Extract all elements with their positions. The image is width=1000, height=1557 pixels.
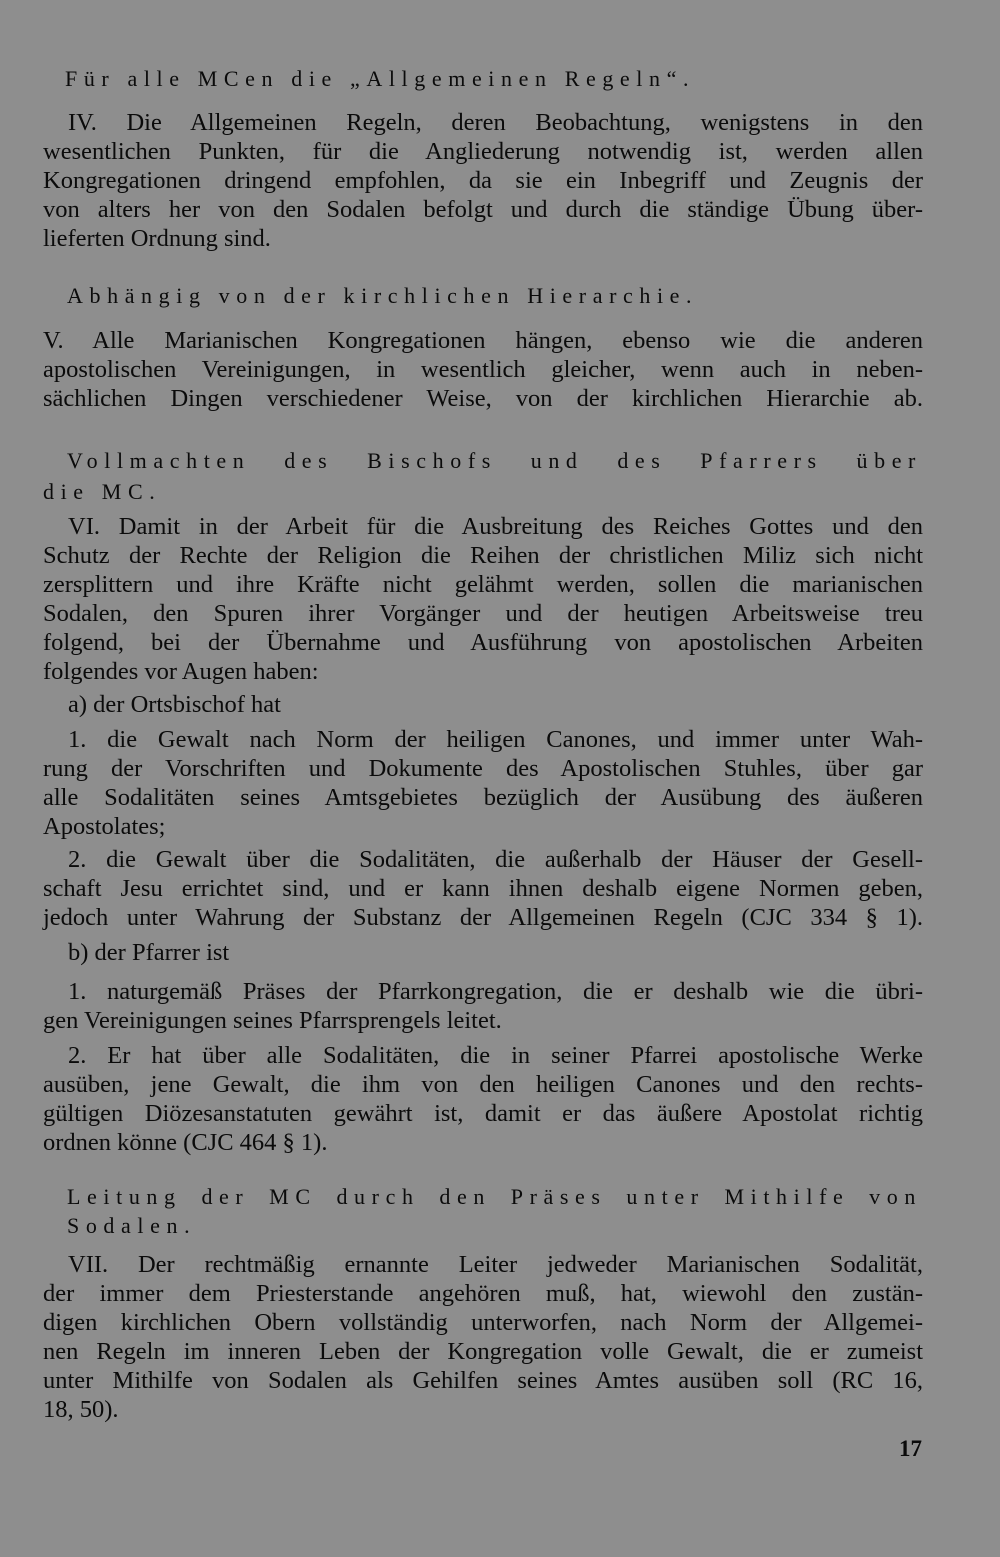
list-item-b1 (43, 977, 923, 1035)
heading-line: Leitung der MC durch den Präses unter Mithilfe von (67, 1184, 922, 1209)
section-heading (67, 1211, 367, 1240)
text-line: b) der Pfarrer ist (68, 939, 230, 966)
text-line: rung der Vorschriften und Dokumente des Apostolischen Stuhles, über gar (43, 755, 923, 782)
text-line: ordnen könne (CJC 464 § 1). (43, 1129, 328, 1156)
text-line: 1. die Gewalt nach Norm der heiligen Canones, und immer unter Wah- (68, 726, 923, 753)
text-line: lieferten Ordnung sind. (43, 225, 271, 252)
text-line: sächlichen Dingen verschiedener Weise, von der kirchlichen Hierarchie ab. (43, 385, 923, 412)
text-line: Schutz der Rechte der Religion die Reihen der christlichen Miliz sich nicht (43, 542, 923, 569)
text-line: Kongregationen dringend empfohlen, da sie ein Inbegriff und Zeugnis der (43, 167, 923, 194)
text-line: 18, 50). (43, 1396, 119, 1423)
list-item-b (43, 938, 923, 967)
page-number: 17 (899, 1436, 922, 1461)
text-line: nen Regeln im inneren Leben der Kongregation volle Gewalt, die er zumeist (43, 1338, 923, 1365)
list-item-b2 (43, 1041, 923, 1157)
text-line: VII. Der rechtmäßig ernannte Leiter jedweder Marianischen Sodalität, (68, 1251, 923, 1278)
section-heading (67, 446, 922, 475)
text-line: digen kirchlichen Obern vollständig unterworfen, nach Norm der Allgemei- (43, 1309, 923, 1336)
list-item-a2 (43, 845, 923, 932)
paragraph-iv (43, 108, 923, 253)
text-line: zersplittern und ihre Kräfte nicht gelähmt werden, sollen die marianischen (43, 571, 923, 598)
text-line: folgend, bei der Übernahme und Ausführung von apostolischen Arbeiten (43, 629, 923, 656)
text-line: von alters her von den Sodalen befolgt und durch die ständige Übung über- (43, 196, 923, 223)
text-line: IV. Die Allgemeinen Regeln, deren Beobachtung, wenigstens in den (68, 109, 923, 136)
heading-line: die MC. (43, 479, 162, 504)
text-line: der immer dem Priesterstande angehören muß, hat, wiewohl den zustän- (43, 1280, 923, 1307)
text-line: a) der Ortsbischof hat (68, 691, 281, 718)
paragraph-vi (43, 512, 923, 686)
text-line: jedoch unter Wahrung der Substanz der Allgemeinen Regeln (CJC 334 § 1). (43, 904, 923, 931)
section-heading (43, 477, 343, 506)
text-line: gen Vereinigungen seines Pfarrsprengels leitet. (43, 1007, 502, 1034)
text-line: Sodalen, den Spuren ihrer Vorgänger und der heutigen Arbeitsweise treu (43, 600, 923, 627)
heading-line: Vollmachten des Bischofs und des Pfarrers über (67, 448, 922, 473)
text-line: ausüben, jene Gewalt, die ihm von den heiligen Canones und den rechts- (43, 1071, 923, 1098)
paragraph-vii (43, 1250, 923, 1424)
list-item-a (43, 690, 923, 719)
text-line: gültigen Diözesanstatuten gewährt ist, damit er das äußere Apostolat richtig (43, 1100, 923, 1127)
text-line: apostolischen Vereinigungen, in wesentlich gleicher, wenn auch in neben- (43, 356, 923, 383)
section-heading (65, 64, 765, 93)
paragraph-v (43, 326, 923, 413)
list-item-a1 (43, 725, 923, 841)
text-line: V. Alle Marianischen Kongregationen hängen, ebenso wie die anderen (43, 327, 923, 354)
text-line: VI. Damit in der Arbeit für die Ausbreitung des Reiches Gottes und den (68, 513, 923, 540)
text-line: 2. die Gewalt über die Sodalitäten, die außerhalb der Häuser der Gesell- (68, 846, 923, 873)
text-line: Apostolates; (43, 813, 166, 840)
text-line: 1. naturgemäß Präses der Pfarrkongregation, die er deshalb wie die übri- (68, 978, 923, 1005)
text-line: folgendes vor Augen haben: (43, 658, 319, 685)
text-line: 2. Er hat über alle Sodalitäten, die in seiner Pfarrei apostolische Werke (68, 1042, 923, 1069)
section-heading (67, 1182, 922, 1211)
text-line: wesentlichen Punkten, für die Angliederung notwendig ist, werden allen (43, 138, 923, 165)
section-heading (67, 281, 767, 310)
heading-line: Für alle MCen die „Allgemeinen Regeln“. (65, 66, 696, 91)
text-line: unter Mithilfe von Sodalen als Gehilfen seines Amtes ausüben soll (RC 16, (43, 1367, 923, 1394)
text-line: schaft Jesu errichtet sind, und er kann ihnen deshalb eigene Normen geben, (43, 875, 923, 902)
heading-line: Abhängig von der kirchlichen Hierarchie. (67, 283, 699, 308)
heading-line: Sodalen. (67, 1213, 197, 1238)
text-line: alle Sodalitäten seines Amtsgebietes bezüglich der Ausübung des äußeren (43, 784, 923, 811)
